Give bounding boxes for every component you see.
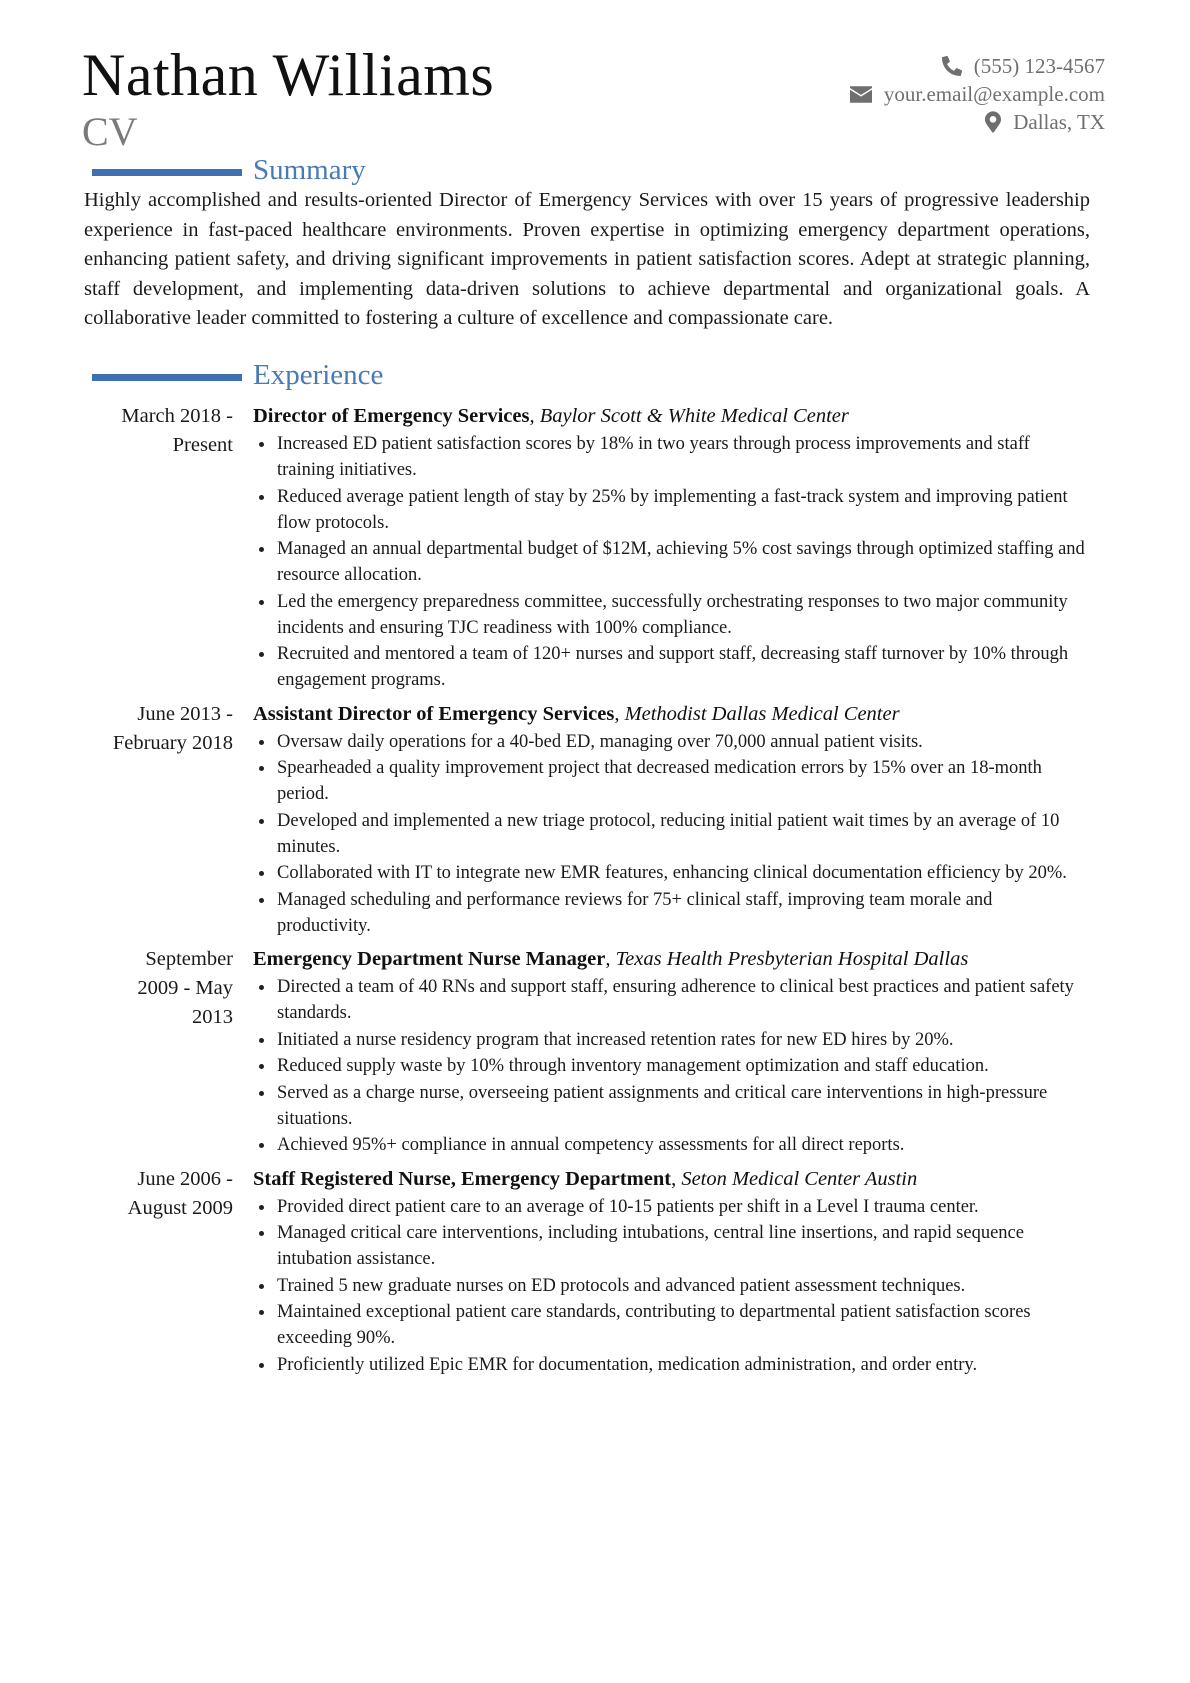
phone-icon	[942, 56, 962, 76]
job-separator: ,	[614, 702, 625, 725]
bullet-text: Spearheaded a quality improvement project that decreased medication errors by 15% over an 18-month period.	[277, 758, 1042, 804]
bullet-item	[253, 1299, 1089, 1351]
bullet-item	[253, 641, 1089, 693]
job-heading	[253, 402, 1089, 431]
bullet-text: Managed critical care interventions, including intubations, central line insertions, and rapid sequence intubation assistance.	[277, 1223, 1024, 1269]
job-details	[253, 700, 1089, 940]
bullet-dot-icon	[259, 819, 264, 824]
bullet-dot-icon	[259, 985, 264, 990]
job-title: Emergency Department Nurse Manager	[253, 948, 606, 970]
bullet-text: Reduced average patient length of stay by 25% by implementing a fast-track system and improving patient flow protocols.	[277, 486, 1068, 533]
bullet-dot-icon	[259, 652, 264, 657]
bullet-item	[253, 1080, 1089, 1132]
experience-list	[0, 402, 1190, 1384]
bullet-text: Increased ED patient satisfaction scores by 18% in two years through process improvements and staff training initiatives.	[277, 434, 1030, 480]
summary-text: Highly accomplished and results-oriented Director of Emergency Services with over 15 years of progressive leadership experience in fast-paced healthcare environments. Proven expertise in optimizing emergency department operations, enhancing patient safety, and driving significant improvements in patient satisfaction scores. Adept at strategic planning, staff development, and implementing data-driven solutions to achieve departmental and organizational goals. A collaborative leader committed to fostering a culture of excellence and compassionate care.	[84, 189, 1090, 329]
bullet-text: Maintained exceptional patient care standards, contributing to departmental patient satisfaction scores exceeding 90%.	[277, 1302, 1031, 1348]
candidate-name: Nathan Williams	[82, 42, 495, 108]
bullet-dot-icon	[259, 1363, 264, 1368]
bullet-dot-icon	[259, 495, 264, 500]
job-details	[253, 1165, 1089, 1379]
document-subtitle: CV	[82, 109, 138, 154]
bullet-item	[253, 860, 1089, 886]
bullet-item	[253, 808, 1089, 860]
bullet-text: Led the emergency preparedness committee, successfully orchestrating responses to two major community incidents and ensuring TJC readiness with 100% compliance.	[277, 591, 1068, 638]
job-date-range: March 2018 - Present	[121, 405, 233, 456]
bullet-dot-icon	[259, 1231, 264, 1236]
job-organization: Seton Medical Center Austin	[681, 1167, 918, 1190]
bullet-dot-icon	[259, 1038, 264, 1043]
bullet-dot-icon	[259, 871, 264, 876]
bullet-dot-icon	[259, 1091, 264, 1096]
email-address[interactable]: your.email@example.com	[883, 82, 1105, 106]
bullet-text: Oversaw daily operations for a 40-bed ED, managing over 70,000 annual patient visits.	[277, 731, 923, 752]
bullet-text: Reduced supply waste by 10% through inventory management optimization and staff education.	[277, 1056, 989, 1076]
job-bullets	[253, 1194, 1089, 1378]
job-details	[253, 945, 1089, 1159]
bullet-item	[253, 589, 1089, 641]
bullet-item	[253, 887, 1089, 939]
bullet-dot-icon	[259, 766, 264, 771]
bullet-dot-icon	[259, 1064, 264, 1069]
bullet-dot-icon	[259, 1143, 264, 1148]
bullet-text: Managed scheduling and performance reviews for 75+ clinical staff, improving team morale and productivity.	[277, 889, 993, 936]
bullet-text: Directed a team of 40 RNs and support staff, ensuring adherence to clinical best practices and patient safety standards.	[277, 977, 1074, 1023]
bullet-text: Recruited and mentored a team of 120+ nurses and support staff, decreasing staff turnover by 10% through engagement programs.	[277, 644, 1069, 690]
contact-phone	[850, 52, 1105, 80]
location-text: Dallas, TX	[1013, 110, 1105, 134]
job-title: Assistant Director of Emergency Services	[253, 702, 615, 725]
experience-title: Experience	[253, 359, 384, 391]
bullet-dot-icon	[259, 1310, 264, 1315]
job-date-range: September 2009 - May 2013	[137, 948, 233, 1028]
bullet-dot-icon	[259, 1284, 264, 1289]
bullet-text: Provided direct patient care to an average of 10-15 patients per shift in a Level I trauma center.	[277, 1196, 979, 1217]
bullet-text: Served as a charge nurse, overseeing patient assignments and critical care interventions in high-pressure situations.	[277, 1082, 1048, 1129]
bullet-text: Trained 5 new graduate nurses on ED protocols and advanced patient assessment techniques.	[277, 1275, 966, 1296]
job-heading	[253, 945, 1089, 974]
job-entry	[0, 402, 1190, 694]
job-date-range: June 2013 - February 2018	[112, 702, 233, 754]
job-organization: Texas Health Presbyterian Hospital Dallas	[615, 948, 969, 970]
job-bullets	[253, 974, 1089, 1158]
job-details	[253, 402, 1089, 694]
job-date-range: June 2006 - August 2009	[127, 1167, 233, 1219]
envelope-icon	[850, 86, 872, 103]
job-bullets	[253, 729, 1089, 939]
bullet-item	[253, 1132, 1089, 1158]
bullet-item	[253, 974, 1089, 1026]
summary-title: Summary	[253, 154, 366, 186]
bullet-item	[253, 1220, 1089, 1272]
bullet-text: Proficiently utilized Epic EMR for documentation, medication administration, and order entry.	[277, 1354, 978, 1375]
contact-info	[850, 52, 1105, 136]
bullet-item	[253, 1273, 1089, 1299]
job-entry	[0, 945, 1190, 1159]
job-entry	[0, 700, 1190, 940]
bullet-item	[253, 1194, 1089, 1220]
bullet-item	[253, 1352, 1089, 1378]
phone-number[interactable]: (555) 123-4567	[973, 54, 1105, 78]
bullet-dot-icon	[259, 547, 264, 552]
bullet-dot-icon	[259, 442, 264, 447]
bullet-item	[253, 1027, 1089, 1053]
job-heading	[253, 700, 1089, 729]
bullet-dot-icon	[259, 740, 264, 745]
bullet-item	[253, 431, 1089, 483]
map-marker-icon	[985, 111, 1001, 133]
bullet-item	[253, 536, 1089, 588]
bullet-text: Collaborated with IT to integrate new EMR features, enhancing clinical documentation efficiency by 20%.	[277, 863, 1067, 883]
job-title: Director of Emergency Services	[253, 405, 530, 427]
bullet-item	[253, 729, 1089, 755]
job-separator: ,	[671, 1167, 682, 1190]
job-separator: ,	[529, 405, 540, 427]
summary-section-header	[92, 153, 366, 187]
contact-email	[850, 80, 1105, 108]
contact-location	[850, 108, 1105, 136]
job-organization: Baylor Scott & White Medical Center	[539, 405, 849, 427]
experience-section-header	[92, 358, 383, 392]
job-organization: Methodist Dallas Medical Center	[624, 702, 900, 725]
bullet-text: Managed an annual departmental budget of $12M, achieving 5% cost savings through optimized staffing and resource allocation.	[277, 539, 1085, 585]
job-bullets	[253, 431, 1089, 693]
bullet-dot-icon	[259, 1205, 264, 1210]
section-accent-bar	[92, 169, 242, 176]
job-heading	[253, 1165, 1089, 1194]
bullet-text: Developed and implemented a new triage protocol, reducing initial patient wait times by an average of 10 minutes.	[277, 810, 1060, 857]
bullet-dot-icon	[259, 898, 264, 903]
job-title: Staff Registered Nurse, Emergency Department	[253, 1167, 672, 1190]
bullet-item	[253, 755, 1089, 807]
bullet-item	[253, 1053, 1089, 1079]
bullet-text: Achieved 95%+ compliance in annual competency assessments for all direct reports.	[277, 1135, 905, 1155]
bullet-dot-icon	[259, 600, 264, 605]
bullet-item	[253, 484, 1089, 536]
job-separator: ,	[605, 948, 616, 970]
job-entry	[0, 1165, 1190, 1379]
bullet-text: Initiated a nurse residency program that increased retention rates for new ED hires by 20%.	[277, 1029, 954, 1050]
section-accent-bar	[92, 374, 242, 381]
